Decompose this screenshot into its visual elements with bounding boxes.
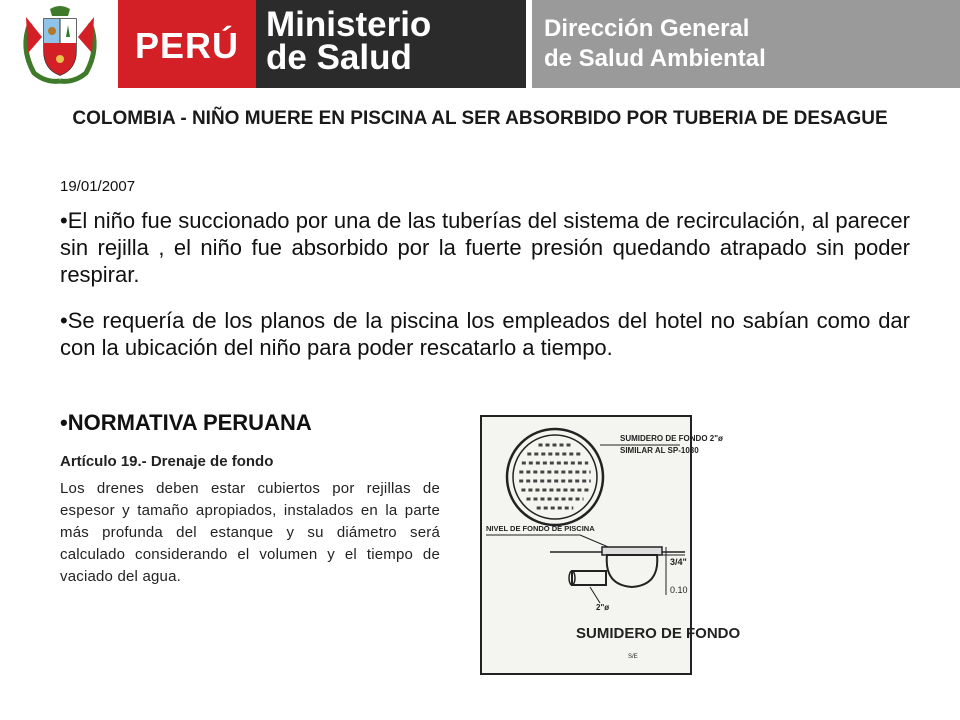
label-nivel: NIVEL DE FONDO DE PISCINA [486, 524, 595, 533]
ministry-line-1: Ministerio [266, 5, 432, 44]
label-pipe: 2"ø [596, 603, 610, 612]
coat-of-arms-logo [0, 0, 118, 88]
ministry-name [266, 5, 432, 77]
drawing-scale: S/E [628, 654, 638, 660]
directorate-line-1: Dirección General [544, 15, 750, 42]
dim-label-1: 3/4" [670, 557, 687, 567]
label-sumidero: SUMIDERO DE FONDO 2"ø [620, 434, 723, 443]
drain-diagram [480, 415, 741, 675]
drawing-caption: SUMIDERO DE FONDO [576, 625, 741, 642]
drain-technical-drawing [480, 415, 741, 675]
peru-label: PERÚ [134, 25, 240, 66]
ministry-line-2: de Salud [266, 38, 412, 77]
peru-brand-box [118, 0, 256, 88]
ministry-brand-box [256, 0, 526, 88]
directorate-name [544, 14, 766, 74]
coat-of-arms-icon [12, 3, 108, 85]
header-banner [0, 0, 960, 88]
dim-label-2: 0.10 [670, 585, 688, 595]
directorate-line-2: de Salud Ambiental [544, 45, 766, 72]
directorate-brand-box [532, 0, 960, 88]
label-similar: SIMILAR AL SP-1030 [620, 446, 699, 455]
paragraph-1: •El niño fue succionado por una de las tuberías del sistema de recirculación, al parecer sin rejilla , el niño fue absorbido por la fuerte presión quedando atrapado sin poder respirar. [60, 208, 910, 287]
normativa-heading: •NORMATIVA PERUANA [60, 410, 312, 435]
news-date: 19/01/2007 [60, 178, 136, 195]
grate-section [602, 547, 662, 555]
article-body: Los drenes deben estar cubiertos por rejillas de espesor y tamaño apropiados, instalados en la parte más profunda del estanque y su diámetro será calculado considerando el volumen y el tiempo de vaciado del agua. [60, 480, 440, 585]
page-title: COLOMBIA - NIÑO MUERE EN PISCINA AL SER ABSORBIDO POR TUBERIA DE DESAGUE [72, 108, 888, 129]
paragraph-2: •Se requería de los planos de la piscina los empleados del hotel no sabían como dar con la ubicación del niño para poder rescatarlo a tiempo. [60, 308, 910, 360]
article-title: Artículo 19.- Drenaje de fondo [60, 453, 274, 470]
